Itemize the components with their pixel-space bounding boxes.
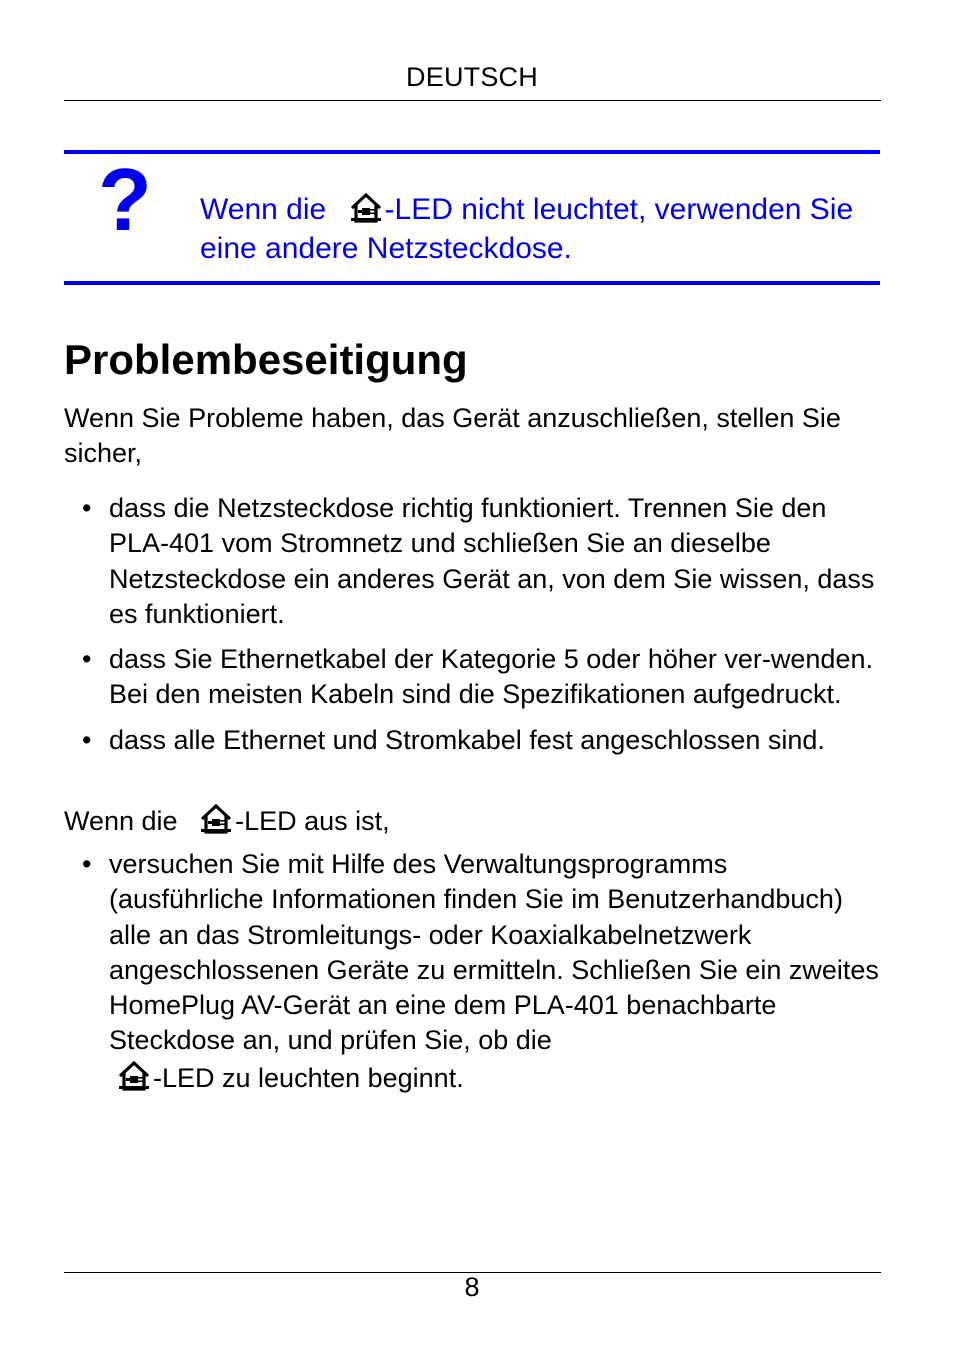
list-item-text-after-icon: -LED zu leuchten beginnt. xyxy=(153,1062,464,1093)
home-plug-led-icon xyxy=(349,191,383,225)
list-item xyxy=(64,642,884,713)
led-off-list xyxy=(64,847,884,1106)
note-text-before-icon: Wenn die xyxy=(200,193,327,226)
home-plug-led-icon xyxy=(199,802,233,836)
led-off-paragraph xyxy=(64,802,884,839)
header-divider xyxy=(64,100,881,101)
led-off-text-before-icon: Wenn die xyxy=(64,806,178,836)
bullet-mark: • xyxy=(82,644,92,675)
home-plug-led-icon xyxy=(117,1059,151,1093)
question-mark-icon: ? xyxy=(98,150,152,249)
list-item xyxy=(64,491,884,632)
note-box xyxy=(64,150,880,285)
list-item xyxy=(64,723,884,758)
bullet-mark: • xyxy=(82,493,92,523)
list-item-text: dass alle Ethernet und Stromkabel fest angeschlossen sind. xyxy=(109,724,825,755)
list-item-text: versuchen Sie mit Hilfe des Verwaltungsprogramms (ausführliche Informationen finden Sie im Benutzerhandbuch) alle an das Stromleitungs- oder Koaxialkabelnetzwerk angeschlossenen Geräte zu ermitteln. Schließen Sie ein zweites HomePlug AV-Gerät an eine dem PLA-401 benachbarte Steckdose an, und prüfen Sie, ob die xyxy=(109,849,879,1056)
page-header-title: DEUTSCH xyxy=(406,62,538,92)
intro-paragraph: Wenn Sie Probleme haben, das Gerät anzuschließen, stellen Sie sicher, xyxy=(64,403,841,469)
list-item-text: dass die Netzsteckdose richtig funktioniert. Trennen Sie den PLA-401 vom Stromnetz und schließen Sie an dieselbe Netzsteckdose ein anderes Gerät an, von dem Sie wissen, dass es funktioniert. xyxy=(109,493,875,629)
list-item xyxy=(64,847,884,1096)
list-item-text: dass Sie Ethernetkabel der Kategorie 5 oder höher ver-wenden. Bei den meisten Kabeln sind die Spezifikationen aufgedruckt. xyxy=(109,644,873,710)
note-text-after-icon: -LED nicht leuchtet, verwenden Sie eine andere Netzsteckdose. xyxy=(200,193,854,265)
led-off-text-after-icon: -LED aus ist, xyxy=(235,806,390,836)
page-number: 8 xyxy=(464,1272,480,1302)
checklist xyxy=(64,491,884,768)
bullet-mark: • xyxy=(82,849,92,879)
note-text xyxy=(200,190,880,268)
bullet-mark: • xyxy=(82,724,92,755)
section-heading: Problembeseitigung xyxy=(64,336,468,383)
